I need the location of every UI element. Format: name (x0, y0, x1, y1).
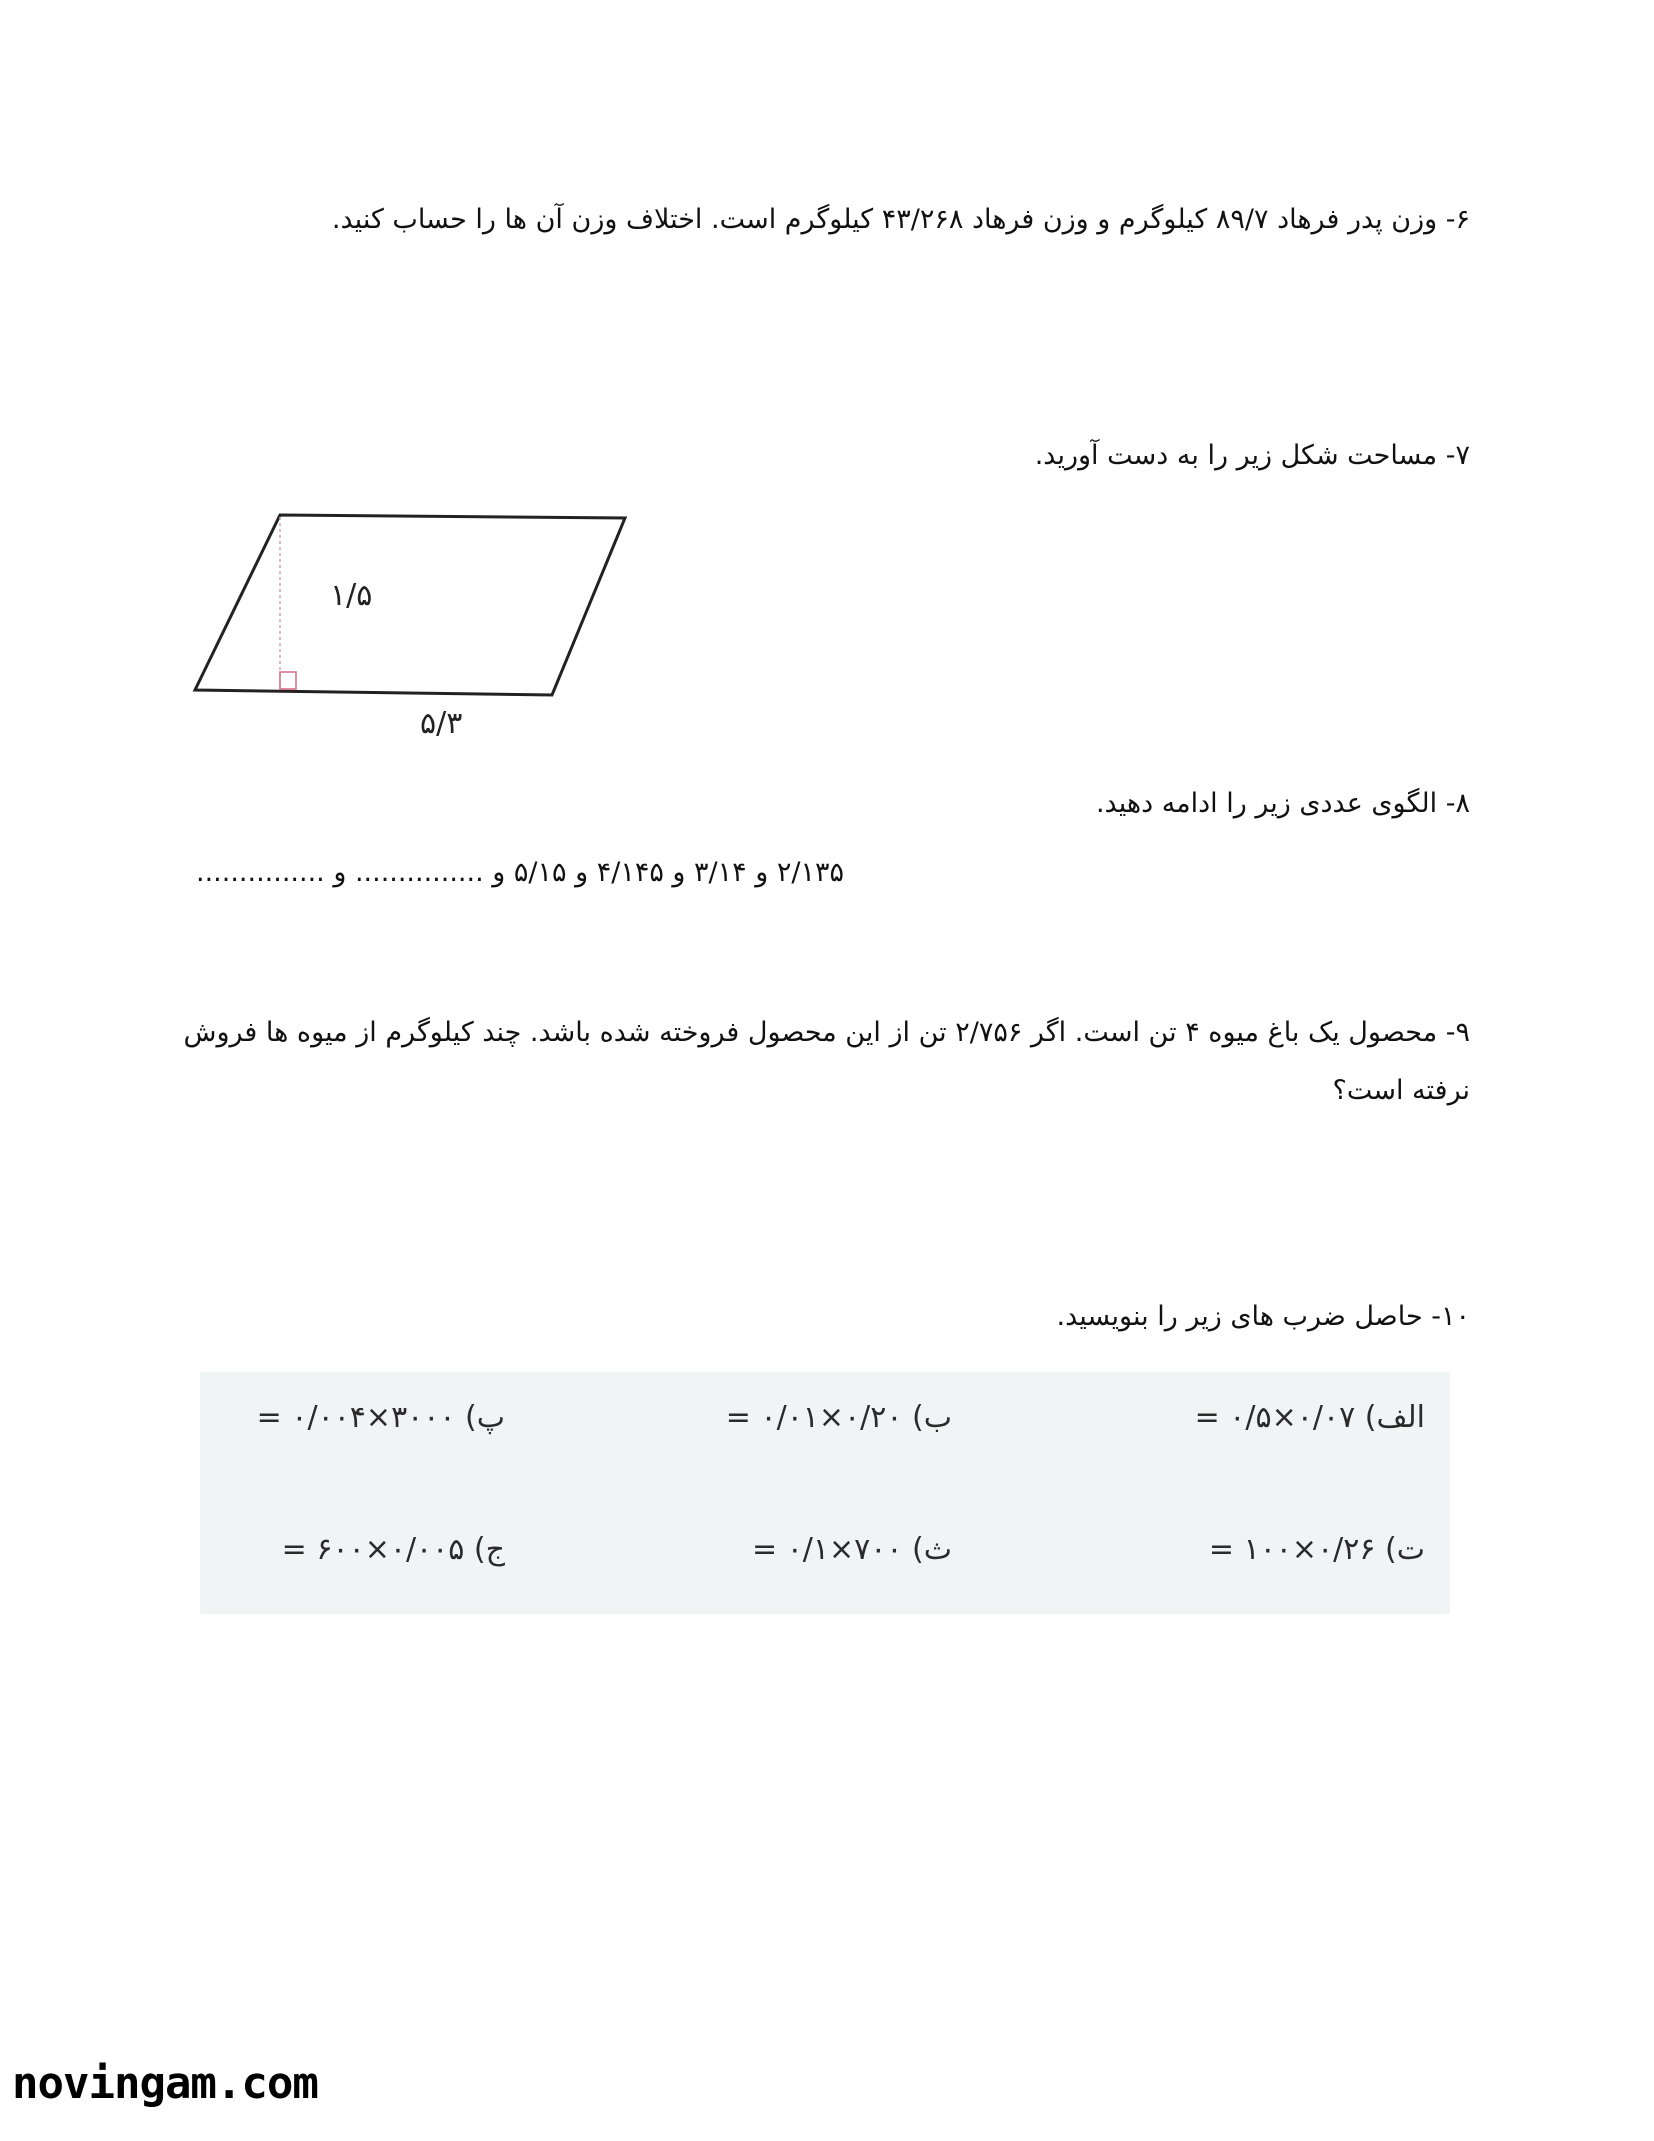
multiplication-item: ت) ۰/۲۶×۱۰۰ = (1208, 1532, 1425, 1567)
parallelogram-figure (180, 495, 640, 755)
base-label: ۵/۳ (420, 706, 463, 741)
number-sequence: ۲/۱۳۵ و ۳/۱۴ و ۴/۱۴۵ و ۵/۱۵ و ............... و ............... (196, 857, 844, 888)
question-10: ۱۰- حاصل ضرب های زیر را بنویسید. (1056, 1301, 1470, 1332)
multiplication-panel (200, 1372, 1450, 1614)
multiplication-item: ج) ۰/۰۰۵×۶۰۰ = (281, 1532, 505, 1567)
parallelogram-shape (195, 515, 625, 695)
multiplication-item: الف) ۰/۰۷×۰/۵ = (1194, 1400, 1425, 1435)
right-angle-mark (280, 672, 296, 689)
multiplication-item: پ) ۳۰۰۰×۰/۰۰۴ = (256, 1400, 505, 1435)
question-7: ۷- مساحت شکل زیر را به دست آورید. (1034, 440, 1470, 471)
multiplication-item: ب) ۰/۲۰×۰/۰۱ = (725, 1400, 952, 1435)
question-8: ۸- الگوی عددی زیر را ادامه دهید. (1095, 788, 1470, 819)
site-watermark: novingam.com (12, 2058, 318, 2109)
question-9: ۹- محصول یک باغ میوه ۴ تن است. اگر ۲/۷۵۶ تن از این محصول فروخته شده باشد. چند کیلوگرم از میوه ها فروش نرفته است؟ (183, 1017, 1470, 1106)
question-6: ۶- وزن پدر فرهاد ۸۹/۷ کیلوگرم و وزن فرهاد ۴۳/۲۶۸ کیلوگرم است. اختلاف وزن آن ها را حساب کنید. (331, 204, 1470, 235)
height-label: ۱/۵ (330, 578, 373, 613)
multiplication-item: ث) ۷۰۰×۰/۱ = (752, 1532, 952, 1567)
